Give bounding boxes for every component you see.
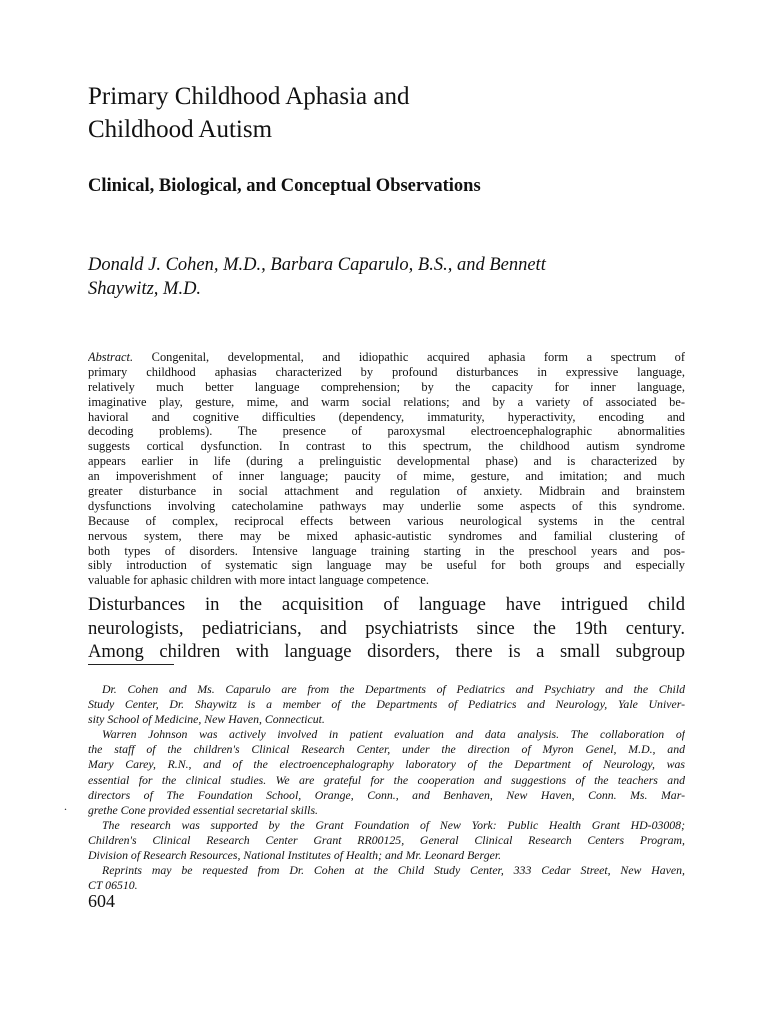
journal-page bbox=[64, 0, 688, 1024]
abstract-line: an impoverishment of inner language; paucity of mime, gesture, and imitation; and much bbox=[88, 469, 685, 484]
abstract-line: imaginative play, gesture, mime, and warm social relations; and by a variety of associated be- bbox=[88, 394, 685, 409]
article-title-line-1: Primary Childhood Aphasia and bbox=[88, 83, 410, 110]
abstract-line: greater disturbance in social attachment and regulation of anxiety. Midbrain and brainstem bbox=[88, 484, 685, 499]
footnote-line: grethe Cone provided essential secretarial skills. bbox=[88, 802, 318, 817]
abstract-line: dysfunctions involving catecholamine pathways may underlie some aspects of this syndrome. bbox=[88, 498, 685, 513]
abstract bbox=[88, 350, 685, 588]
abstract-line: sibly introduction of systematic sign language may be useful for both groups and especially bbox=[88, 558, 685, 573]
page-number: 604 bbox=[88, 891, 115, 911]
footnote-line: Division of Research Resources, National Institutes of Health; and Mr. Leonard Berger. bbox=[88, 848, 502, 863]
abstract-line: Because of complex, reciprocal effects between various neurological systems in the central bbox=[88, 513, 685, 528]
abstract-line: valuable for aphasic children with more intact language competence. bbox=[88, 573, 429, 588]
abstract-line bbox=[88, 350, 685, 365]
footnote-line: Study Center, Dr. Shaywitz is a member of the Departments of Pediatrics and Neurology, Yale Univer- bbox=[88, 697, 685, 712]
abstract-line: primary childhood aphasias characterized by profound disturbances in expressive language, bbox=[88, 364, 685, 379]
abstract-line: appears earlier in life (during a prelinguistic developmental phase) and is characterized by bbox=[88, 454, 685, 469]
abstract-line: havioral and cognitive difficulties (dependency, immaturity, hyperactivity, encoding and bbox=[88, 409, 685, 424]
author-byline-line-2: Shaywitz, M.D. bbox=[88, 279, 202, 299]
margin-dot-mark: . bbox=[64, 799, 67, 813]
footnote-line: Children's Clinical Research Center Grant RR00125, General Clinical Research Centers Program, bbox=[88, 832, 685, 847]
footnote-line: essential for the clinical studies. We are grateful for the cooperation and suggestions of the teachers and bbox=[88, 772, 685, 787]
footnote-line: Warren Johnson was actively involved in patient evaluation and data analysis. The collaboration of bbox=[102, 727, 685, 742]
article-title bbox=[88, 80, 688, 146]
footnote-divider bbox=[88, 664, 174, 665]
abstract-line: nervous system, there may be mixed aphasic-autistic syndromes and familial clustering of bbox=[88, 528, 685, 543]
footnotes bbox=[88, 682, 685, 893]
footnote-line: The research was supported by the Grant Foundation of New York: Public Health Grant HD-03008; bbox=[102, 817, 685, 832]
author-byline bbox=[88, 253, 546, 301]
intro-line: Disturbances in the acquisition of language have intrigued child bbox=[88, 594, 685, 615]
abstract-line: decoding problems). The presence of paroxysmal electroencephalographic abnormalities bbox=[88, 424, 685, 439]
footnote-line: CT 06510. bbox=[88, 878, 138, 893]
footnote-line: Mary Carey, R.N., and of the electroencephalography laboratory of the Department of Neurology, was bbox=[88, 757, 685, 772]
footnote-line: sity School of Medicine, New Haven, Connecticut. bbox=[88, 712, 325, 727]
abstract-line: both types of disorders. Intensive language training starting in the preschool years and pos- bbox=[88, 543, 685, 558]
abstract-line: suggests cortical dysfunction. In contrast to this spectrum, the childhood autism syndrome bbox=[88, 439, 685, 454]
article-subtitle: Clinical, Biological, and Conceptual Observations bbox=[88, 176, 481, 196]
footnote-line: directors of The Foundation School, Orange, Conn., and Benhaven, New Haven, Conn. Ms. Mar- bbox=[88, 787, 685, 802]
footnote-line: the staff of the children's Clinical Research Center, under the direction of Myron Genel, M.D., and bbox=[88, 742, 685, 757]
abstract-line: relatively much better language comprehension; by the capacity for inner language, bbox=[88, 379, 685, 394]
intro-paragraph bbox=[88, 593, 685, 664]
footnote-line: Reprints may be requested from Dr. Cohen at the Child Study Center, 333 Cedar Street, New Haven, bbox=[102, 863, 685, 878]
footnote-line: Dr. Cohen and Ms. Caparulo are from the Departments of Pediatrics and Psychiatry and the Child bbox=[102, 682, 685, 696]
author-byline-line-1: Donald J. Cohen, M.D., Barbara Caparulo, B.S., and Bennett bbox=[88, 255, 546, 275]
intro-line: Among children with language disorders, there is a small subgroup bbox=[88, 641, 685, 662]
abstract-line-text: Congenital, developmental, and idiopathic acquired aphasia form a spectrum of bbox=[133, 350, 685, 364]
intro-line: neurologists, pediatricians, and psychiatrists since the 19th century. bbox=[88, 617, 685, 639]
article-title-line-2: Childhood Autism bbox=[88, 116, 273, 143]
abstract-label: Abstract. bbox=[88, 350, 134, 364]
